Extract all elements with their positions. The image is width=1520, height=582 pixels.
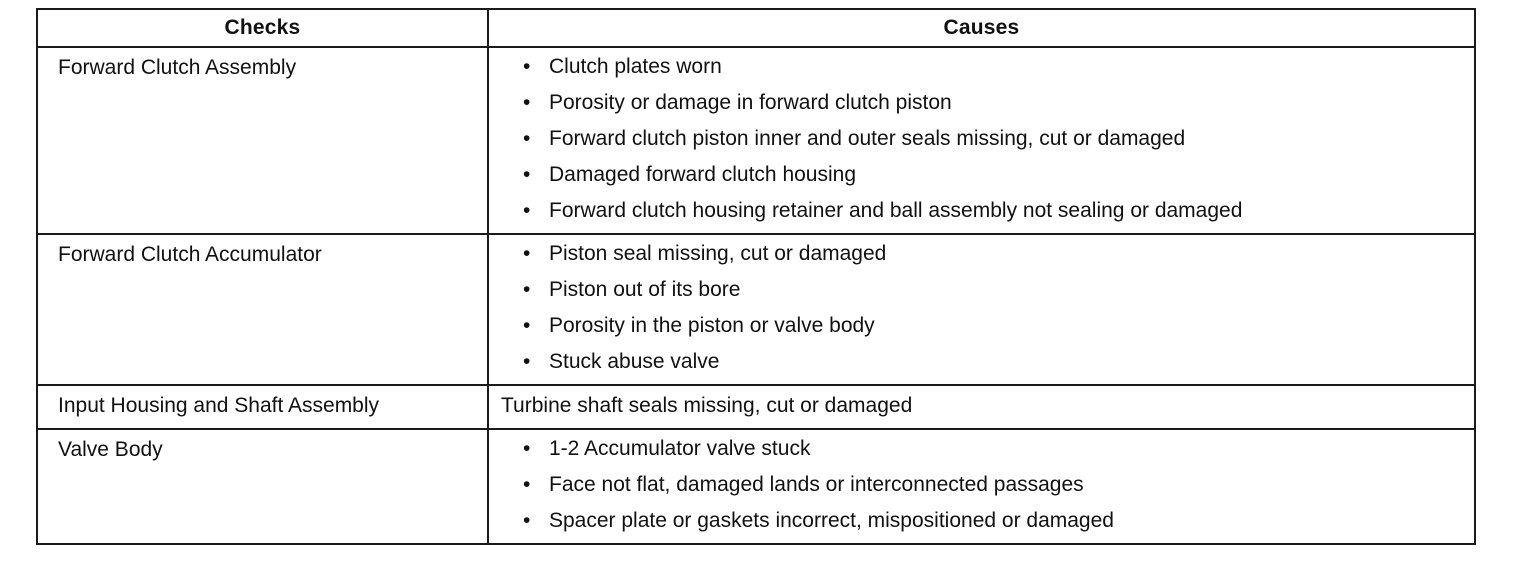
cause-list bbox=[489, 430, 1474, 543]
table-row bbox=[37, 385, 1475, 429]
cause-text: Forward clutch piston inner and outer seals missing, cut or damaged bbox=[549, 127, 1186, 150]
bullet-icon: • bbox=[523, 509, 531, 532]
causes-header: Causes bbox=[488, 9, 1475, 47]
cause-text: Forward clutch housing retainer and ball assembly not sealing or damaged bbox=[549, 199, 1243, 222]
header-row bbox=[37, 9, 1475, 47]
list-item bbox=[523, 314, 1474, 338]
check-cell: Valve Body bbox=[37, 429, 488, 544]
list-item bbox=[523, 278, 1474, 302]
cause-list bbox=[489, 48, 1474, 233]
cause-text: Turbine shaft seals missing, cut or damaged bbox=[501, 394, 913, 417]
check-cell: Input Housing and Shaft Assembly bbox=[37, 385, 488, 429]
list-item bbox=[523, 163, 1474, 187]
list-item bbox=[523, 473, 1474, 497]
bullet-icon: • bbox=[523, 199, 531, 222]
bullet-icon: • bbox=[523, 91, 531, 114]
cause-text: Porosity or damage in forward clutch piston bbox=[549, 91, 952, 114]
table-row bbox=[37, 429, 1475, 544]
checks-header: Checks bbox=[37, 9, 488, 47]
bullet-icon: • bbox=[523, 350, 531, 373]
bullet-icon: • bbox=[523, 242, 531, 265]
bullet-icon: • bbox=[523, 127, 531, 150]
bullet-icon: • bbox=[523, 437, 531, 460]
check-cell: Forward Clutch Assembly bbox=[37, 47, 488, 234]
table-row bbox=[37, 47, 1475, 234]
bullet-icon: • bbox=[523, 473, 531, 496]
cause-text: 1-2 Accumulator valve stuck bbox=[549, 437, 811, 460]
bullet-icon: • bbox=[523, 163, 531, 186]
cause-text: Damaged forward clutch housing bbox=[549, 163, 857, 186]
cause-text: Piston seal missing, cut or damaged bbox=[549, 242, 887, 265]
checks-causes-table bbox=[36, 8, 1476, 545]
list-item bbox=[523, 509, 1474, 533]
cause-list bbox=[489, 235, 1474, 384]
bullet-icon: • bbox=[523, 278, 531, 301]
causes-cell bbox=[488, 234, 1475, 385]
list-item bbox=[523, 350, 1474, 374]
check-cell: Forward Clutch Accumulator bbox=[37, 234, 488, 385]
list-item bbox=[523, 127, 1474, 151]
list-item bbox=[523, 91, 1474, 115]
bullet-icon: • bbox=[523, 314, 531, 337]
list-item bbox=[523, 242, 1474, 266]
cause-text: Piston out of its bore bbox=[549, 278, 741, 301]
causes-cell bbox=[488, 429, 1475, 544]
causes-cell bbox=[488, 47, 1475, 234]
table-row bbox=[37, 234, 1475, 385]
list-item bbox=[523, 199, 1474, 223]
cause-text: Clutch plates worn bbox=[549, 55, 722, 78]
causes-cell bbox=[488, 385, 1475, 429]
list-item bbox=[523, 55, 1474, 79]
bullet-icon: • bbox=[523, 55, 531, 78]
list-item bbox=[523, 437, 1474, 461]
cause-text: Stuck abuse valve bbox=[549, 350, 720, 373]
cause-text: Face not flat, damaged lands or interconnected passages bbox=[549, 473, 1084, 496]
cause-text: Spacer plate or gaskets incorrect, mispositioned or damaged bbox=[549, 509, 1114, 532]
cause-text: Porosity in the piston or valve body bbox=[549, 314, 875, 337]
